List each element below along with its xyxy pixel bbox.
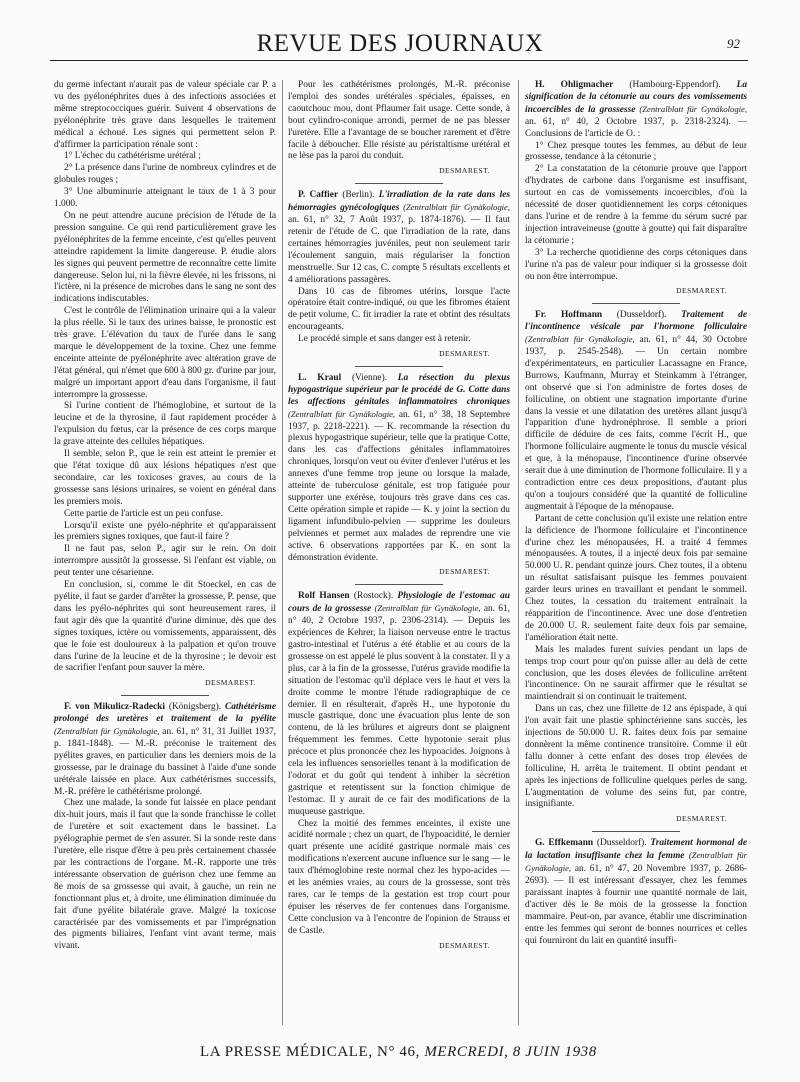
- paragraph: Si l'urine contient de l'hémoglobine, et surtout de la leucine et de la thyrosine, il faut rapidement procéder à l'expulsion du fœtus, car la présence de ces corps marque la grave atteinte des cellules hépatiques.: [54, 401, 276, 448]
- paragraph: En conclusion, si, comme le dit Stoeckel, en cas de pyélite, il faut se garder d'arrêter la grossesse, P. pense, que dans les pyélo-néphrites qui sont heureusement rares, il faut agir dès que la quantité d'urine diminue, dès que des signes toxiques, ictère ou vomissements, apparaissent, dès que le foie est douloureux à la palpation et qu'on trouve dans l'urine de la leucine et de la thyrosine ; le devoir est de sacrifier l'enfant pour sauver la mère.: [54, 580, 276, 674]
- signature: DESMAREST.: [676, 814, 727, 824]
- paragraph: Dans un cas, chez une fillette de 12 ans épispade, à qui l'on avait fait une plastie sphinctérienne sans succès, les injections de 50.000 U. R. faites deux fois par semaine donnèrent la même continence transitoire. Comme il eût fallu donner à cette enfant des doses trop élevées de folliculine, H. arrêta le traitement. Il obtint pendant et après les injections de folliculine quelques perles de sang. L'augmentation de volume des seins fut, par contre, insignifiante.: [525, 704, 747, 810]
- paragraph: du germe infectant n'aurait pas de valeur spéciale car P. a vu des pyélonéphrites dues à des infections associées et même streptococciques guérir. Suivent 4 observations de pyélonéphrite très grave dans lesquelles le traitement médical a échoué. Les signes qui permettent selon P. d'affirmer la participation rénale sont :: [54, 80, 276, 150]
- paragraph: Partant de cette conclusion qu'il existe une relation entre la déficience de l'hormone folliculaire et l'incontinence d'urine chez les ménopausées, H. a traité 4 femmes ménopausées. A toutes, il a injecté deux fois par semaine 50.000 U. R. pendant quinze jours. Chez toutes, il a obtenu un résultat satisfaisant puisque les femmes pouvaient garder leurs urines en travaillant et pendant le sommeil. Chez toutes, la cessation du traitement entraînait la réapparition de l'incontinence. Avec une dose d'entretien de 20.000 U. R. seulement faite deux fois par semaine, l'amélioration était nette.: [525, 513, 747, 643]
- article-summary: — Il faut retenir de l'étude de C. que l'irradiation de la rate, dans certaines hémorragies juvéniles, peut non seulement tarir l'écoulement sanguin, mais régulariser la fonction menstruelle. Sur 12 cas, C. compte 5 résultats excellents et 4 améliorations passagères.: [288, 215, 510, 285]
- paragraph: Chez une malade, la sonde fut laissée en place pendant dix-huit jours, mais il faut que la sonde franchisse le collet de l'uretère et soit exactement dans le bassinet. La pyélographie permet de s'en assurer. Si la sonde reste dans l'uretère, elle risque d'être à peu près certainement chassée par les contractions de l'organe. M.-R. rapporte une très intéressante observation de guérison chez une femme au 8e mois de sa grossesse qui avait, à gauche, un rein ne fonctionnant plus et, à droite, une élimination diminuée du fait d'une pyélite bilatérale grave. Malgré la toxicose caractérisée par des vomissements et par l'imprégnation des pigments biliaires, l'enfant vint avant terme, mais vivant.: [54, 798, 276, 952]
- paragraph: Il semble, selon P., que le rein est atteint le premier et que l'état toxique dû aux lésions hépatiques n'est que secondaire, car les toxicoses graves, au cours de la grossesse sans lésions urinaires, se voient en général dans les premiers mois.: [54, 449, 276, 507]
- column-divider: [518, 80, 519, 1025]
- article-journal: (Zentralblatt für Gynäkologie,: [403, 202, 510, 213]
- article-city: (Königsberg).: [168, 702, 222, 713]
- article-city: (Dusseldorf).: [596, 838, 647, 849]
- paragraph: 3° La recherche quotidienne des corps cétoniques dans l'urine n'a pas de valeur pour indiquer si la grossesse doit ou non être interrompue.: [525, 247, 747, 282]
- article-separator: [355, 584, 444, 585]
- page-header: [0, 0, 800, 62]
- journal-section-title: REVUE DES JOURNAUX: [256, 30, 544, 57]
- signature: DESMAREST.: [439, 567, 490, 577]
- paragraph: Cette partie de l'article est un peu confuse.: [64, 508, 223, 519]
- signature: DESMAREST.: [439, 166, 490, 176]
- footer-journal: LA PRESSE MÉDICALE, N° 46,: [200, 1044, 420, 1060]
- paragraph: Mais les malades furent suivies pendant un laps de temps trop court pour qu'on puisse aller au delà de cette conclusion, que les doses élevées de folliculine arrêtent l'incontinence. On ne saurait affirmer que le résultat se maintiendrait si on continuait le traitement.: [525, 644, 747, 703]
- article-author: H. Ohligmacher: [535, 80, 614, 90]
- signature: DESMAREST.: [676, 286, 727, 296]
- article-city: (Vienne).: [351, 372, 388, 383]
- article-summary: — Depuis les expériences de Kehrer, la liaison nerveuse entre le tractus gastro-intestinal et l'utérus a été établie et au cours de la grossesse on est appelé le plus souvent à la constater. Il y a plus, car à la fin de la grossesse, l'utérus gravide modifie la situation de l'estomac qu'il déplace vers le haut et vers la droite comme le montre l'étude radiographique de ce dernier. Il en résulterait, d'après H., une hypotonie du muscle gastrique, donc une évacuation plus lente de son contenu, de là les brûlures et aigreurs dont se plaignent fréquemment les femmes. Cette hypotonie serait plus précoce et plus prononcée chez les hypoacides. Joignons à cela les influences sensorielles tenant à la modification de l'odorat et du goût qui tendent à inhiber la sécrétion gastrique et retentissent sur la fonction chimique de l'estomac. Il y aurait de ce fait des modifications de la muqueuse gastrique.: [288, 616, 510, 817]
- article-reference: an. 61, n° 40, 2 Octobre 1937, p. 2318-2324).: [525, 116, 731, 127]
- article-heading: [288, 591, 510, 818]
- article-city: (Berlin).: [342, 190, 375, 201]
- signature: DESMAREST.: [439, 349, 490, 359]
- paragraph: Il ne faut pas, selon P., agir sur le rein. On doit interrompre aussitôt la grossesse. Si l'enfant est viable, on peut tenter une césarienne.: [54, 544, 276, 579]
- article-separator: [355, 366, 444, 367]
- page-footer: [0, 1044, 800, 1064]
- article-reference: an. 61, n° 40, 2 Octobre 1937, p. 2306-2314).: [288, 604, 510, 627]
- page-number: 92: [727, 36, 740, 51]
- article-reference: an. 61, n° 47, 20 Novembre 1937, p. 2686-2693).: [525, 864, 747, 886]
- article-city: (Rostock).: [353, 591, 394, 602]
- article-title: Physiologie de l'estomac au cours de la grossesse: [288, 591, 510, 615]
- article-separator: [121, 695, 210, 696]
- article-title: La signification de la cétonurie au cours des vomissements incoercibles de la grossesse: [525, 80, 747, 115]
- column-2: [288, 80, 510, 1030]
- column-divider: [282, 80, 283, 1025]
- article-heading: [525, 838, 747, 947]
- article-separator: [355, 183, 444, 184]
- article-journal: (Zentralblatt für Gynäkologie,: [525, 334, 635, 345]
- column-3: [525, 80, 747, 1030]
- paragraph: Chez la moitié des femmes enceintes, il existe une acidité normale ; chez un quart, de l'hypoacidité, le dernier quart présente une acidité gastrique normale mais ces modifications n'exercent aucune influence sur le sang — le taux d'hémoglobine reste normal chez les hypo-acides — et les anémies vraies, au cours de la grossesse, sont très rares, car le temps de la gestation est trop court pour épuiser les réserves de fer contenues dans l'organisme. Cette conclusion va à l'encontre de l'opinion de Strauss et de Castle.: [288, 818, 510, 936]
- article-summary: — K. recommande la résection du plexus hypogastrique supérieur, telle que la pratique Cotte, dans les cas d'affections génitales inflammatoires chroniques, lorsqu'on veut ou éviter d'enlever l'utérus et les annexes d'une femme trop jeune ou lorsque la malade, atteinte de tuberculose génitale, est trop fatiguée pour supporter une exérèse, toujours très grave dans ces cas. Cette opération simple et rapide — K. y joint la section du ligament infundibulo-pelvien — supprime les douleurs pelviennes et permet aux malades de reprendre une vie active. 6 observations rapportées par K. en sont la démonstration évidente.: [288, 421, 510, 563]
- article-title: Cathétérisme prolongé des uretères et traitement de la pyélite: [54, 702, 276, 725]
- article-author: L. Kraul: [298, 372, 342, 383]
- paragraph: 1° L'échec du cathétérisme urétéral ;: [64, 151, 201, 162]
- article-city: (Hambourg-Eppendorf).: [629, 80, 721, 90]
- article-reference: an. 61, n° 32, 7 Août 1937, p. 1874-1876).: [288, 215, 467, 226]
- paragraph: Le procédé simple et sans danger est à retenir.: [298, 334, 471, 345]
- signature: DESMAREST.: [439, 940, 490, 950]
- article-city: (Dusseldorf).: [616, 310, 667, 321]
- paragraph: On ne peut attendre aucune précision de l'étude de la pression sanguine. Ce qui rend particulièrement grave les pyélonéphrites de la femme enceinte, c'est qu'elles peuvent atteindre rapidement la limite dangereuse. P. étudie alors les signes qui peuvent permettre de reconnaître cette limite dangereuse. Selon lui, ni la fièvre élevée, ni les frissons, ni l'ictère, ni la présence de microbes dans le sang ne sont des indications indiscutables.: [54, 210, 276, 305]
- article-heading: [525, 310, 747, 513]
- article-reference: an. 61, n° 38, 18 Septembre 1937, p. 2218-2221).: [288, 409, 510, 432]
- article-title: Traitement hormonal de la lactation insuffisante chez la femme: [525, 838, 747, 862]
- article-journal: (Zentralblatt für Gynäkologie,: [54, 726, 160, 737]
- column-1: [54, 80, 276, 1030]
- paragraph: 2° La constatation de la cétonurie prouve que l'apport d'hydrates de carbone dans l'organisme est insuffisant, surtout en cas de vomissements incoercibles, d'où la nécessité de doser quotidiennement les corps cétoniques dans l'urine et de rendre à la femme du sérum sucré par injection intraveineuse (goutte à goutte) qui fait disparaître la cétonurie ;: [525, 164, 747, 246]
- article-author: F. von Mikulicz-Radecki: [64, 702, 165, 713]
- article-reference: an. 61, n° 44, 30 Octobre 1937, p. 2545-2548).: [525, 335, 747, 358]
- signature: DESMAREST.: [205, 678, 256, 688]
- article-heading: [288, 373, 510, 565]
- article-summary: — Un certain nombre d'expérimentateurs, en particulier Lacassagne en France, Burrows, Kaufmann, Murray et Steinkamm à l'étranger, ont observé que si l'on administre de fortes doses de folliculine, on obtient une stagnation importante d'urine dans la vessie et une dilatation des uretères allant jusqu'à l'apparition d'une hydronéphrose. Il semble a priori difficile de déduire de ces faits, comme l'écrit H., que l'hormone folliculaire augmente le tonus du muscle vésical et que, à la ménopause, l'incontinence d'urine observée serait due à une diminution de l'hormone folliculaire. Il y a contradiction entre ces deux propositions, d'autant plus qu'on a toujours considéré que la quantité de folliculine augmentait à l'époque de la ménopause.: [525, 347, 747, 512]
- paragraph: Lorsqu'il existe une pyélo-néphrite et qu'apparaissent les premiers signes toxiques, que faut-il faire ?: [54, 520, 276, 543]
- article-summary: — M.-R. préconise le traitement des pyélites graves, en particulier dans les derniers mois de la grossesse, par le drainage du bassinet à l'aide d'une sonde urétérale laissée en place. Aux cathétérismes successifs, M.-R. préfère le cathétérisme prolongé.: [54, 738, 276, 797]
- header-rule: [50, 60, 748, 61]
- paragraph: Pour les cathétérismes prolongés, M.-R. préconise l'emploi des sondes urétérales spéciales, épaisses, en caoutchouc mou, dont Pflaumer fait usage. Cette sonde, à bout cylindro-conique arrondi, permet de ne pas blesser l'uretère. Elle a l'avantage de se boucher rarement et d'être facile à déboucher. Elle résiste au péristaltisme urétéral et ne lèse pas la paroi du conduit.: [288, 80, 510, 162]
- paragraph: C'est le contrôle de l'élimination urinaire qui a la valeur la plus réelle. Si le taux des urines baisse, le pronostic est très grave. L'élévation du taux de l'urée dans le sang marque le développement de la toxine. Chez une femme enceinte atteinte de pyélonéphrite avec altération grave de l'état général, qui n'émet que 600 à 800 gr. d'urine par jour, malgré un important apport d'eau dans l'organisme, il faut interrompre la grossesse.: [54, 306, 276, 400]
- article-author: Fr. Hoffmann: [535, 310, 603, 321]
- article-journal: (Zentralblatt für Gynäkologie,: [374, 603, 481, 614]
- paragraph: 3° Une albuminurie atteignant le taux de 1 à 3 pour 1.000.: [54, 187, 276, 210]
- article-title: Traitement de l'incontinence vésicale par l'hormone folliculaire: [525, 310, 747, 333]
- article-journal: (Zentralblatt für Gynäkologie,: [525, 850, 747, 874]
- article-heading: [288, 190, 510, 286]
- article-summary: — Il est intéressant d'essayer, chez les femmes paraissant inaptes à fournir une quantité normale de lait, d'activer dès le 8e mois de la grossesse la fonction mammaire. Peut-on, par avance, établir une discrimination entre les femmes qui seront de bonnes nourrices et celles qui fourniront du lait en quantité insuffi-: [525, 876, 747, 946]
- paragraph: 2° La présence dans l'urine de nombreux cylindres et de globules rouges ;: [54, 163, 276, 186]
- article-title: L'irradiation de la rate dans les hémorragies gynécologiques: [288, 190, 510, 214]
- article-journal: (Zentralblatt für Gynäkologie,: [639, 103, 747, 114]
- paragraph: Dans 10 cas de fibromes utérins, lorsque l'acte opératoire était contre-indiqué, ou que les fibromes étaient de petit volume, C. fit irradier la rate et obtint des résultats encourageants.: [288, 286, 510, 333]
- footer-text: [200, 1044, 597, 1061]
- article-reference: an. 61, n° 31, 31 Juillet 1937, p. 1841-1848).: [54, 727, 276, 749]
- article-author: G. Effkemann: [535, 838, 594, 849]
- article-summary: — Conclusions de l'article de O. :: [525, 116, 747, 139]
- article-title: La résection du plexus hypogastrique supérieur par le procédé de G. Cotte dans les affections génitales inflammatoires chroniques: [288, 372, 510, 407]
- article-separator: [592, 303, 681, 304]
- footer-date: MERCREDI, 8 JUIN 1938: [424, 1044, 597, 1060]
- article-heading: [525, 80, 747, 141]
- article-heading: [54, 702, 276, 798]
- article-separator: [592, 831, 681, 832]
- paragraph: 1° Chez presque toutes les femmes, au début de leur grossesse, tendance à la cétonurie ;: [525, 140, 747, 163]
- article-journal: (Zentralblatt für Gynäkologie,: [288, 408, 396, 419]
- article-author: P. Caffier: [298, 190, 339, 201]
- article-author: Rolf Hansen: [298, 591, 350, 602]
